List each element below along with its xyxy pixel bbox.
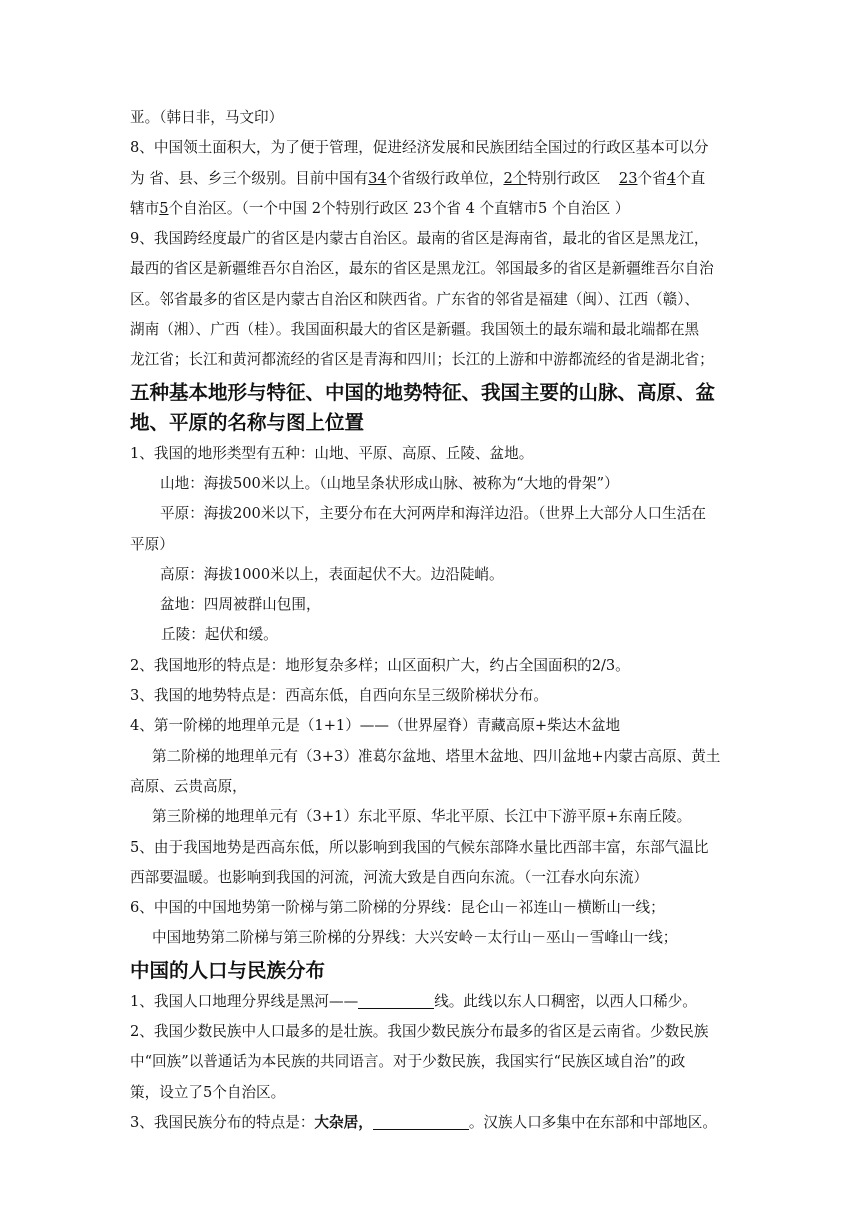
underlined-number: 4 [666,169,676,187]
text-line: 中“回族”以普通话为本民族的共同语言。对于少数民族，我国实行“民族区域自治”的政 [130,1053,686,1071]
underlined-number: 5 [159,199,169,217]
text-line: 辖市5个自治区。（一个中国 2个特别行政区 23个省 4 个直辖市5 个自治区 ） [130,199,630,217]
text-line: 山地：海拔500米以上。（山地呈条状形成山脉、被称为“大地的骨架”） [160,474,619,492]
underlined-number: 23 [618,169,638,187]
section-heading-terrain: 五种基本地形与特征、中国的地势特征、我国主要的山脉、高原、盆 地、平原的名称与图上位置 [130,380,716,434]
text-line: 4、第一阶梯的地理单元是（1+1）——（世界屋脊）青藏高原+柴达木盆地 [130,717,621,735]
text-line: 第三阶梯的地理单元有（3+1）东北平原、华北平原、长江中下游平原+东南丘陵。 [152,808,692,826]
text-line: 第二阶梯的地理单元有（3+3）准葛尔盆地、塔里木盆地、四川盆地+内蒙古高原、黄土 [152,747,721,765]
text-line: 8、中国领土面积大，为了便于管理，促进经济发展和民族团结全国过的行政区基本可以分 [130,139,709,157]
text-line: 区。邻省最多的省区是内蒙古自治区和陕西省。广东省的邻省是福建（闽）、江西（赣）、 [130,290,700,308]
text-line: 5、由于我国地势是西高东低，所以影响到我国的气候东部降水量比西部丰富，东部气温比 [130,838,709,856]
underlined-number: 2个 [503,169,528,187]
text-line: 策，设立了5个自治区。 [130,1083,286,1101]
text-line: 盆地：四周被群山包围， [160,596,321,614]
text-line: 2、我国少数民族中人口最多的是壮族。我国少数民族分布最多的省区是云南省。少数民族 [130,1023,709,1041]
text-line: 1、我国的地形类型有五种：山地、平原、高原、丘陵、盆地。 [130,444,534,462]
text-line: 亚。（韩日非，马文印） [130,109,284,126]
text-line: 3、我国的地势特点是：西高东低，自西向东呈三级阶梯状分布。 [130,687,548,705]
text-line: 龙江省；长江和黄河都流经的省区是青海和四川；长江的上游和中游都流经的省是湖北省； [130,351,714,369]
text-line: 高原：海拔1000米以上，表面起伏不大。边沿陡峭。 [160,565,504,583]
text-line: 9、我国跨经度最广的省区是内蒙古自治区。最南的省区是海南省，最北的省区是黑龙江， [130,230,709,248]
text-line: 2、我国地形的特点是：地形复杂多样；山区面积广大，约占全国面积的2/3。 [130,656,630,674]
text-line: 平原：海拔200米以下，主要分布在大河两岸和海洋边沿。（世界上大部分人口生活在 [160,505,706,523]
underlined-number: 34 [368,169,387,187]
text-line: 高原、云贵高原， [130,777,247,795]
section-heading-population: 中国的人口与民族分布 [130,958,326,982]
text-line: 为 省、县、乡三个级别。目前中国有34个省级行政单位，2个特别行政区 23个省4个直 [130,169,706,187]
text-line: 6、中国的中国地势第一阶梯与第二阶梯的分界线：昆仑山－祁连山－横断山一线； [130,899,665,917]
document-page [130,103,735,1138]
text-line: 最西的省区是新疆维吾尔自治区，最东的省区是黑龙江。邻国最多的省区是新疆维吾尔自治 [130,260,714,278]
text-line: 中国地势第二阶梯与第三阶梯的分界线：大兴安岭－太行山－巫山－雪峰山一线； [152,929,678,947]
text-line: 丘陵：起伏和缓。 [161,626,278,644]
fill-in-blank [373,1112,469,1130]
text-line: 1、我国人口地理分界线是黑河—— 线。此线以东人口稠密，以西人口稀少。 [130,992,697,1010]
fill-in-blank [358,991,434,1009]
text-line: 西部要温暖。也影响到我国的河流，河流大致是自西向东流。（一江春水向东流） [130,868,649,886]
text-line: 平原） [130,535,174,553]
text-line: 湖南（湘）、广西（桂）。我国面积最大的省区是新疆。我国领土的最东端和最北端都在黑 [130,321,700,339]
text-line: 3、我国民族分布的特点是：大杂居， 。汉族人口多集中在东部和中部地区。 [130,1113,717,1131]
